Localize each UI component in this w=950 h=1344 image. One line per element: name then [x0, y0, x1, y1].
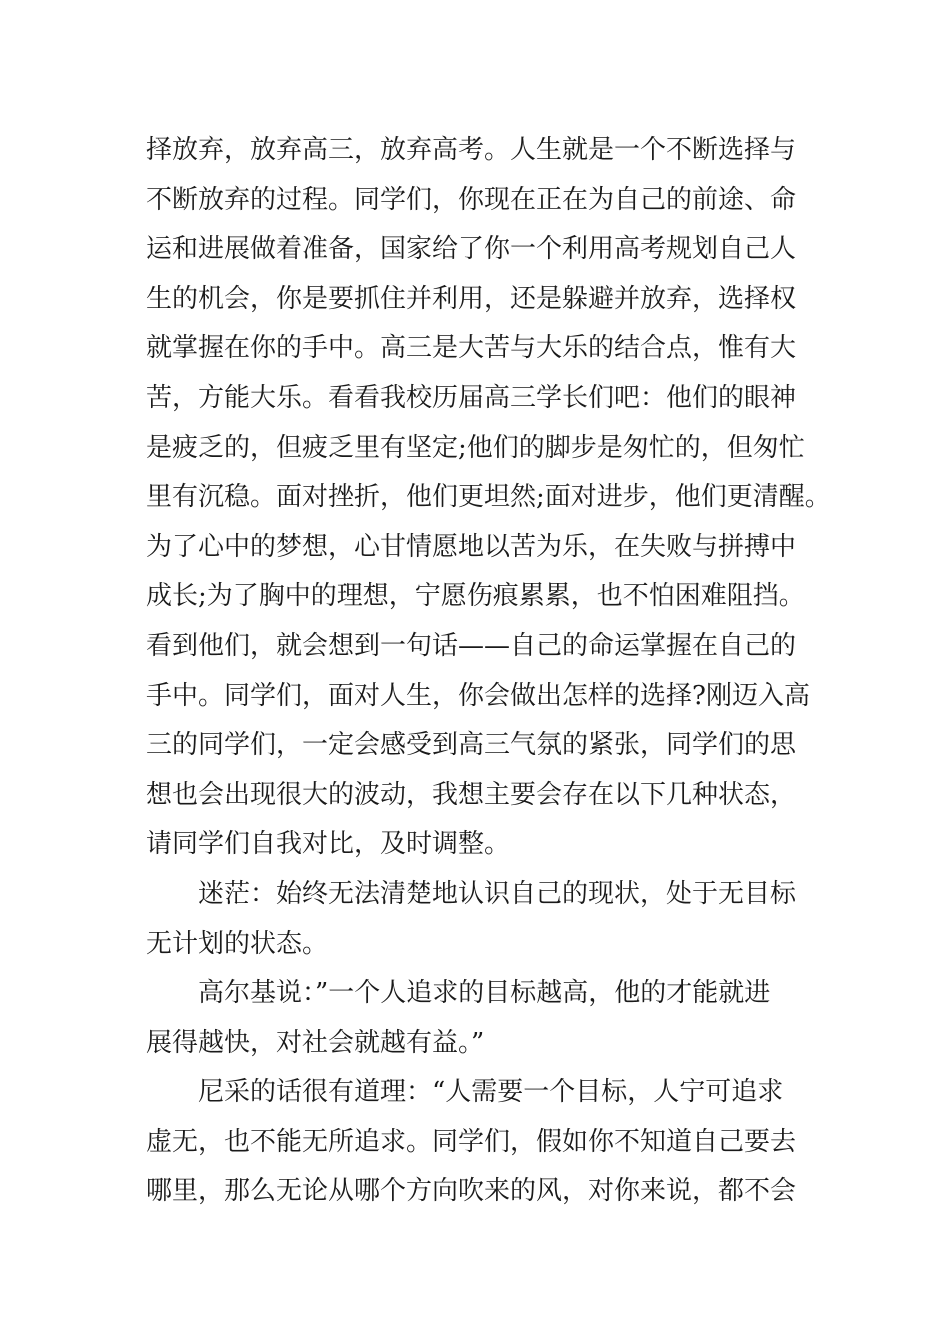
- text-line: 请同学们自我对比，及时调整。: [146, 829, 511, 860]
- paragraph-start-line: 尼采的话很有道理：“人需要一个目标，人宁可追求: [198, 1077, 784, 1108]
- body-text: [146, 126, 836, 1217]
- paragraph-start-line: 高尔基说：”一个人追求的目标越高，他的才能就进: [198, 978, 771, 1009]
- text-line: 三的同学们，一定会感受到高三气氛的紧张，同学们的思: [146, 730, 797, 761]
- text-line: 哪里，那么无论从哪个方向吹来的风，对你来说，都不会: [146, 1176, 797, 1207]
- text-line: 择放弃，放弃高三，放弃高考。人生就是一个不断选择与: [146, 135, 797, 165]
- text-line: 里有沉稳。面对挫折，他们更坦然;面对进步，他们更清醒。: [146, 482, 831, 513]
- text-line: 展得越快，对社会就越有益。”: [146, 1027, 485, 1058]
- text-line: 运和进展做着准备，国家给了你一个利用高考规划自己人: [146, 234, 797, 265]
- text-line: 看到他们，就会想到一句话——自己的命运掌握在自己的: [146, 630, 797, 661]
- text-line: 生的机会，你是要抓住并利用，还是躲避并放弃，选择权: [146, 283, 797, 314]
- paragraph-start-line: 迷茫：始终无法清楚地认识自己的现状，处于无目标: [198, 878, 797, 909]
- text-line: 苦，方能大乐。看看我校历届高三学长们吧：他们的眼神: [146, 382, 797, 413]
- text-line: 是疲乏的，但疲乏里有坚定;他们的脚步是匆忙的，但匆忙: [146, 432, 805, 463]
- text-line: 想也会出现很大的波动，我想主要会存在以下几种状态，: [146, 779, 797, 810]
- text-line: 无计划的状态。: [146, 928, 329, 959]
- text-line: 就掌握在你的手中。高三是大苦与大乐的结合点，惟有大: [146, 333, 797, 364]
- text-line: 为了心中的梦想，心甘情愿地以苦为乐，在失败与拼搏中: [146, 531, 797, 562]
- text-line: 虚无，也不能无所追求。同学们，假如你不知道自己要去: [146, 1126, 797, 1157]
- text-line: 手中。同学们，面对人生，你会做出怎样的选择?刚迈入高: [146, 680, 810, 711]
- text-line: 不断放弃的过程。同学们，你现在正在为自己的前途、命: [146, 184, 797, 215]
- text-line: 成长;为了胸中的理想，宁愿伤痕累累，也不怕困难阻挡。: [146, 581, 805, 612]
